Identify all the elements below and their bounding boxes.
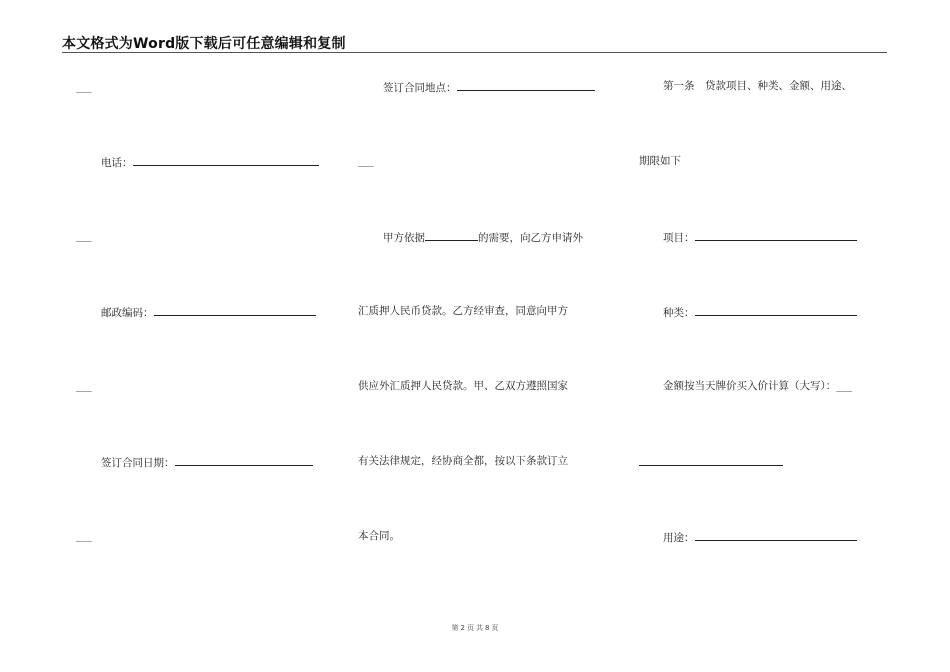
document-header-title: 本文格式为Word版下载后可任意编辑和复制	[62, 36, 346, 52]
project-field-line	[663, 229, 857, 245]
body-line-5: 本合同。	[358, 530, 400, 542]
sign-place-label: 签订合同地点：	[383, 82, 457, 94]
col1-blank-2: ___	[76, 230, 92, 242]
body-line-1	[383, 229, 583, 245]
col1-blank-4: ___	[76, 530, 92, 542]
project-blank	[695, 229, 857, 241]
sign-place-blank	[457, 79, 595, 91]
phone-field-line	[101, 154, 319, 170]
sign-place-field-line	[383, 79, 595, 95]
type-field-line	[663, 304, 857, 320]
phone-label: 电话：	[101, 157, 133, 169]
sign-date-label: 签订合同日期：	[101, 457, 175, 469]
body-line-4: 有关法律规定，经协商全都，按以下条款订立	[358, 455, 568, 467]
body-line-2: 汇质押人民币贷款。乙方经审查，同意向甲方	[358, 305, 568, 317]
footer-prefix: 第	[451, 624, 459, 632]
article-1-continued: 期限如下	[639, 155, 681, 167]
sign-date-blank	[175, 454, 313, 466]
footer-total-word: 共	[476, 624, 483, 632]
col1-blank-3: ___	[76, 380, 92, 392]
amount-field-line	[663, 379, 852, 393]
amount-label: 金额按当天牌价买入价计算（大写）：	[663, 380, 837, 392]
sign-date-field-line	[101, 454, 313, 470]
footer-page-word: 页	[467, 624, 474, 632]
postcode-label: 邮政编码：	[101, 307, 154, 319]
usage-label: 用途：	[663, 532, 695, 544]
project-label: 项目：	[663, 232, 695, 244]
body-line-3: 供应外汇质押人民贷款。甲、乙双方遵照国家	[358, 380, 568, 392]
amount-blank-cont	[639, 454, 783, 466]
col1-blank-1: ___	[76, 81, 92, 93]
amount-blank-tail: ___	[836, 380, 852, 392]
usage-blank	[695, 529, 857, 541]
phone-blank	[133, 154, 319, 166]
type-blank	[695, 304, 857, 316]
usage-field-line	[663, 529, 857, 545]
header-divider	[62, 52, 887, 53]
postcode-blank	[154, 304, 316, 316]
article-1-heading: 第一条 贷款项目、种类、金额、用途、	[663, 80, 852, 92]
page-footer	[0, 623, 950, 633]
body-line-1b: 的需要，向乙方申请外	[478, 232, 583, 244]
footer-suffix: 页	[491, 624, 499, 632]
postcode-field-line	[101, 304, 316, 320]
footer-current-page: 2	[460, 624, 465, 632]
amount-field-continued	[639, 454, 783, 470]
purpose-blank	[425, 229, 478, 241]
col2-blank-1: ___	[358, 155, 374, 167]
type-label: 种类：	[663, 307, 695, 319]
body-line-1a: 甲方依据	[383, 232, 425, 244]
footer-total-pages: 8	[485, 624, 490, 632]
